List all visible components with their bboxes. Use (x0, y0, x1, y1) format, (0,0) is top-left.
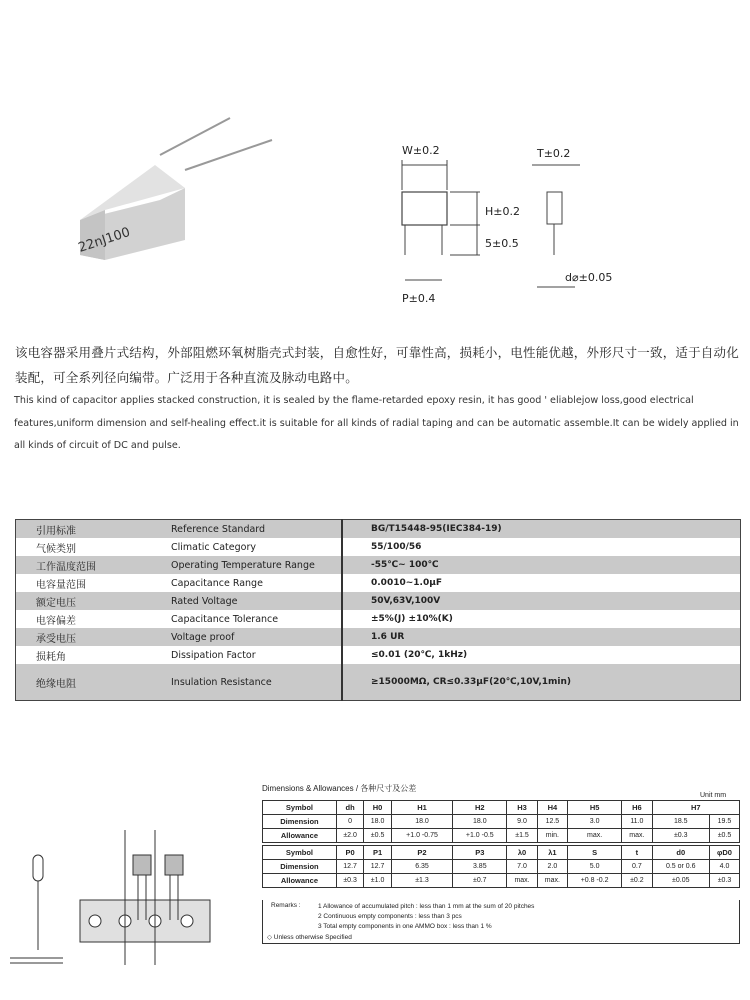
dimension-cell: 3.0 (568, 815, 622, 829)
dimension-cell: H2 (453, 801, 507, 815)
spec-row (16, 592, 741, 610)
dimension-cell: 18.0 (391, 815, 452, 829)
row-header: Allowance (263, 874, 337, 888)
dimension-cell: H0 (364, 801, 391, 815)
spec-name-cn: 损耗角 (36, 651, 66, 663)
dimension-cell: ±0.2 (622, 874, 652, 888)
spec-name-en: Voltage proof (171, 631, 235, 643)
dimension-cell: 6.35 (391, 860, 452, 874)
spec-name-en: Operating Temperature Range (171, 559, 315, 571)
remark-2: 2 Continuous empty components : less than 3 pcs (318, 913, 462, 920)
spec-row (16, 646, 741, 664)
dimension-cell: ±1.5 (507, 829, 537, 843)
dimension-cell: λ0 (507, 846, 537, 860)
spec-name-en: Insulation Resistance (171, 676, 272, 688)
spec-name-cn: 绝缘电阻 (36, 678, 76, 690)
pitch-label: P±0.4 (402, 292, 436, 305)
height-label: H±0.2 (485, 205, 520, 218)
dimension-cell: d0 (652, 846, 709, 860)
dimension-cell: ±0.3 (336, 874, 363, 888)
dimension-cell: λ1 (537, 846, 567, 860)
dimension-cell: ±0.5 (364, 829, 391, 843)
spec-name-en: Capacitance Range (171, 577, 263, 589)
capacitor-photo (60, 110, 290, 270)
spec-value: -55℃~ 100℃ (342, 556, 741, 574)
row-header: Allowance (263, 829, 337, 843)
dimension-cell: ±0.3 (709, 874, 739, 888)
dimension-cell: H3 (507, 801, 537, 815)
dimension-cell: P0 (336, 846, 363, 860)
dimension-cell: 0.5 or 0.6 (652, 860, 709, 874)
dimension-cell: max. (537, 874, 567, 888)
spec-name-cn: 工作温度范围 (36, 561, 96, 573)
dimension-cell: 12.5 (537, 815, 567, 829)
spec-row (16, 520, 741, 539)
dimension-cell: 18.0 (364, 815, 391, 829)
dimension-cell: 0 (336, 815, 363, 829)
dimension-cell: ±0.5 (709, 829, 739, 843)
dimension-cell: ±2.0 (336, 829, 363, 843)
dimension-cell: +1.0 -0.5 (453, 829, 507, 843)
dimension-drawing (380, 130, 625, 310)
dimension-row (263, 846, 740, 860)
description-cn: 该电容器采用叠片式结构，外部阻燃环氧树脂壳式封装，自愈性好，可靠性高，损耗小，电性能优越，外形尺寸一致，适于自动化装配，可全系列径向编带。广泛用于各种直流及脉动电路中。 (15, 345, 739, 385)
lead-diameter-label: d⌀±0.05 (565, 271, 613, 284)
dimension-cell: H6 (622, 801, 652, 815)
row-header: Symbol (263, 801, 337, 815)
dimension-cell: min. (537, 829, 567, 843)
row-header: Symbol (263, 846, 337, 860)
spec-row (16, 628, 741, 646)
dimension-cell: 18.5 (652, 815, 709, 829)
spec-value: 1.6 UR (342, 628, 741, 646)
dimension-cell: 3.85 (453, 860, 507, 874)
remarks-label: Remarks : (271, 902, 301, 909)
dimension-cell: 11.0 (622, 815, 652, 829)
spec-value: 55/100/56 (342, 538, 741, 556)
remarks-list (318, 902, 534, 932)
dimension-cell: P1 (364, 846, 391, 860)
dimension-cell: 9.0 (507, 815, 537, 829)
dimension-cell: S (568, 846, 622, 860)
spec-value: BG/T15448-95(IEC384-19) (342, 520, 741, 539)
spec-name-cn: 引用标准 (36, 525, 76, 537)
dimension-cell: +0.8 -0.2 (568, 874, 622, 888)
dimension-cell: 12.7 (364, 860, 391, 874)
spec-value: ≤0.01 (20℃, 1kHz) (342, 646, 741, 664)
remark-3: 3 Total empty components in one AMMO box : less than 1 % (318, 923, 492, 930)
width-label: W±0.2 (402, 144, 440, 157)
dimension-cell: 7.0 (507, 860, 537, 874)
spec-name-en: Capacitance Tolerance (171, 613, 279, 625)
dimension-cell: 5.0 (568, 860, 622, 874)
dimension-cell: H5 (568, 801, 622, 815)
dimension-row (263, 860, 740, 874)
remark-1: 1 Allowance of accumulated pitch : less than 1 mm at the sum of 20 pitches (318, 903, 535, 910)
dimension-cell: 2.0 (537, 860, 567, 874)
spec-value: ≥15000MΩ, CR≤0.33μF(20℃,10V,1min) (342, 664, 741, 701)
dimension-row (263, 801, 740, 815)
dimension-cell: t (622, 846, 652, 860)
dimension-cell: max. (568, 829, 622, 843)
dimension-row (263, 815, 740, 829)
spec-name-en: Rated Voltage (171, 595, 238, 607)
remarks-box (262, 900, 740, 944)
row-header: Dimension (263, 860, 337, 874)
dimension-cell: +1.0 -0.75 (391, 829, 452, 843)
spec-name-en: Climatic Category (171, 541, 256, 553)
spec-row (16, 664, 741, 701)
spec-value: 50V,63V,100V (342, 592, 741, 610)
lead-length-label: 5±0.5 (485, 237, 519, 250)
dimensions-title: Dimensions & Allowances / 各种尺寸及公差 (262, 784, 417, 793)
spec-value: 0.0010~1.0μF (342, 574, 741, 592)
spec-row (16, 538, 741, 556)
spec-name-cn: 额定电压 (36, 597, 76, 609)
row-header: Dimension (263, 815, 337, 829)
spec-row (16, 610, 741, 628)
dimension-cell: P3 (453, 846, 507, 860)
dimension-cell: ±0.3 (652, 829, 709, 843)
dimension-cell: ±1.3 (391, 874, 452, 888)
dimension-cell: dh (336, 801, 363, 815)
dimension-cell: 4.0 (709, 860, 739, 874)
spec-name-cn: 承受电压 (36, 633, 76, 645)
unit-label: Unit mm (700, 792, 727, 799)
spec-name-cn: 电容量范围 (36, 579, 86, 591)
dimension-cell: 19.5 (709, 815, 739, 829)
spec-row (16, 556, 741, 574)
spec-value: ±5%(J) ±10%(K) (342, 610, 741, 628)
dimension-cell: 18.0 (453, 815, 507, 829)
dimension-cell: 0.7 (622, 860, 652, 874)
dimension-row (263, 829, 740, 843)
description-en: This kind of capacitor applies stacked construction, it is sealed by the flame-retarded epoxy resin, it has good ' eliablejow loss,good electrical features,uniform dimension and self-healing effect.it is suitable for all kinds of radial taping and can be automatic assemble.It can be widely applied in all kinds of circuit of DC and pulse. (14, 395, 739, 451)
footnote: ◇ Unless otherwise Specified (267, 934, 352, 941)
dimension-row (263, 874, 740, 888)
dimensions-table (262, 800, 740, 888)
capacitor-marking: 22nJ100 (76, 225, 133, 256)
dimension-cell: ±1.0 (364, 874, 391, 888)
spec-name-en: Dissipation Factor (171, 649, 256, 661)
thickness-label: T±0.2 (537, 147, 571, 160)
dimension-cell: ±0.7 (453, 874, 507, 888)
spec-name-cn: 电容偏差 (36, 615, 76, 627)
dimension-cell: H7 (652, 801, 739, 815)
spec-name-en: Reference Standard (171, 523, 266, 535)
dimension-cell: max. (507, 874, 537, 888)
dimension-cell: φD0 (709, 846, 739, 860)
spec-table (15, 519, 741, 701)
dimension-cell: H4 (537, 801, 567, 815)
dimension-cell: ±0.05 (652, 874, 709, 888)
dimension-cell: P2 (391, 846, 452, 860)
dimension-cell: 12.7 (336, 860, 363, 874)
spec-row (16, 574, 741, 592)
dimension-cell: max. (622, 829, 652, 843)
taping-drawing (5, 800, 255, 965)
spec-name-cn: 气候类别 (36, 543, 76, 555)
dimension-cell: H1 (391, 801, 452, 815)
